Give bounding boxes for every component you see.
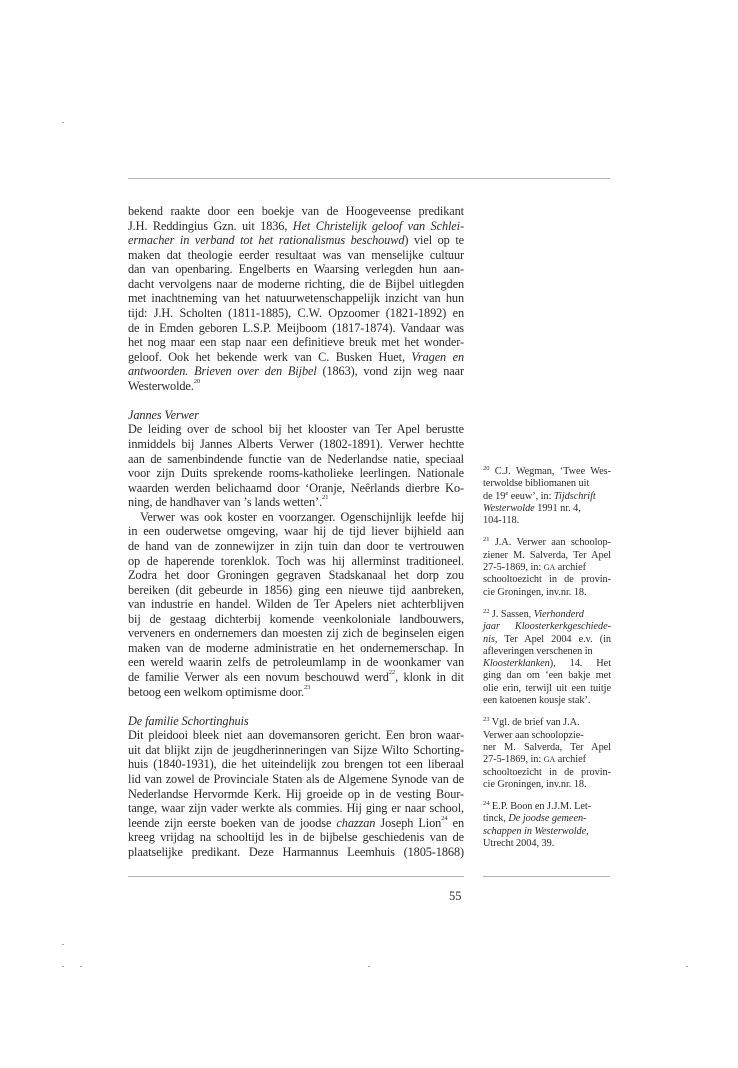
italic-text: Tijdschrift xyxy=(553,490,596,502)
text-run: , klonk in dit xyxy=(395,670,464,684)
text-run: in een ouderwetse omgeving, waar hij de tijd liever bijhield aan xyxy=(128,524,464,539)
text-line xyxy=(128,612,464,627)
text-run: dacht vervolgens naar de moderne richting, die de Bijbel uitlegden xyxy=(128,276,464,291)
text-run: ging dan om ‘een bakje met xyxy=(483,670,611,682)
footnote-reference: 21 xyxy=(322,494,329,502)
text-run: voor zijn Duits sprekende rooms-katholieke leerlingen. Nationale xyxy=(128,466,464,481)
footnote-line xyxy=(483,621,611,633)
text-line xyxy=(128,743,464,758)
text-run: , Ter Apel 2004 e.v. (in xyxy=(494,633,611,645)
footnote-line xyxy=(483,742,611,754)
text-run: Nederlandse Hervormde Kerk. Hij groeide op in de vesting Bour- xyxy=(128,786,464,801)
text-run: waarden werden belichaamd door ‘Oranje, Neêrlands dierbre Ko- xyxy=(128,480,464,495)
text-line xyxy=(128,437,464,452)
footnote-line xyxy=(483,695,611,707)
text-line xyxy=(128,787,464,802)
italic-text: Westerwolde xyxy=(483,502,535,514)
text-line xyxy=(128,845,464,860)
italic-text: De joodse gemeen- xyxy=(508,813,587,825)
footnote-line xyxy=(483,515,611,527)
section-heading xyxy=(128,408,464,423)
text-line xyxy=(128,233,464,248)
text-line xyxy=(128,510,464,525)
small-caps-text: GA xyxy=(543,755,556,765)
text-run: J.A. Verwer aan schoolop- xyxy=(489,537,611,549)
footnote-reference: e xyxy=(505,489,509,497)
footnote-line xyxy=(483,767,611,779)
text-line xyxy=(128,364,464,379)
italic-text: chazzan xyxy=(336,815,376,830)
italic-text: schappen in Westerwolde xyxy=(483,825,587,837)
italic-text: De familie Schortinghuis xyxy=(128,713,249,728)
italic-text: Vragen en xyxy=(411,349,464,364)
crop-mark xyxy=(62,966,64,967)
text-line xyxy=(128,466,464,481)
small-caps-text: GA xyxy=(543,563,556,573)
text-line xyxy=(128,583,464,598)
text-line xyxy=(128,379,464,394)
text-run: 27-5-1869, in: xyxy=(483,754,544,766)
text-line xyxy=(128,219,464,234)
italic-text: nis xyxy=(483,633,495,645)
text-run: de familie Verwer als een novum beschouwd werd xyxy=(128,670,389,684)
text-run: inmiddels bij Jannes Alberts Verwer (1802-1891). Verwer hechtte xyxy=(128,437,464,451)
text-run: de hand van de zonnewijzer in zijn tuin dan door te vertrouwen xyxy=(128,538,464,553)
page-number: 55 xyxy=(449,889,462,903)
italic-text: Vierhonderd xyxy=(533,608,584,620)
text-run: C.J. Wegman, ‘Twee Wes- xyxy=(489,466,611,477)
footnote-line xyxy=(483,658,611,670)
text-line xyxy=(128,321,464,336)
footnote-reference: 24 xyxy=(483,800,490,808)
text-run: tinck, xyxy=(483,813,509,825)
header-rule xyxy=(128,178,610,179)
text-run: cie Groningen, inv.nr. 18. xyxy=(483,586,587,598)
text-run: met inachtneming van het natuurwetenschappelijk inzicht van hun xyxy=(128,291,464,306)
text-run: J. Sassen, xyxy=(489,608,534,620)
text-run: ziener M. Salverda, Ter Apel xyxy=(483,549,611,561)
footnote-line xyxy=(483,574,611,586)
crop-mark xyxy=(368,966,370,967)
text-run: J.H. Reddingius Gzn. uit 1836, xyxy=(128,218,293,233)
text-run: archief xyxy=(555,754,586,766)
crop-mark xyxy=(62,944,64,945)
footnote-reference: 20 xyxy=(483,465,490,472)
text-run: dan van openbaring. Engelberts en Waarsing verlegden hun aan- xyxy=(128,262,464,277)
footnote-reference: 23 xyxy=(483,716,490,724)
footnote-line xyxy=(483,491,611,503)
footnote-reference: 24 xyxy=(441,814,448,822)
footnote-line xyxy=(483,730,611,742)
text-run: aan de samenbindende functie van de Nederlandse natie, speciaal xyxy=(128,451,464,466)
text-line xyxy=(128,801,464,816)
footnote-line xyxy=(483,838,611,850)
footnote-line xyxy=(483,466,611,478)
text-line xyxy=(128,291,464,306)
blank-line xyxy=(483,527,611,537)
text-run: Westerwolde. xyxy=(128,378,194,393)
text-run: eeuw’, in: xyxy=(508,490,554,502)
italic-text: Jannes Verwer xyxy=(128,407,199,422)
footnote-line xyxy=(483,478,611,490)
text-run: 104-118. xyxy=(483,515,520,527)
text-run: 1991 nr. 4, xyxy=(534,502,581,514)
text-line xyxy=(128,685,464,700)
notes-footer-rule xyxy=(483,876,610,877)
text-run: schooltoezicht in de provin- xyxy=(483,766,611,778)
footnote-line xyxy=(483,503,611,515)
text-run: geloof. Ook het bekende werk van C. Busken Huet, xyxy=(128,349,412,364)
text-run: ), 14. Het xyxy=(549,658,611,670)
text-run: leende zijn eerste boeken van de joodse xyxy=(128,815,337,830)
text-run: maken dat theologie eerder resultaat was van menselijke cultuur xyxy=(128,247,464,262)
text-line xyxy=(128,481,464,496)
text-run: lid van zowel de Provinciale Staten als de Algemene Synode van de xyxy=(128,771,464,786)
text-line xyxy=(128,524,464,539)
footnotes-column xyxy=(483,466,611,850)
text-line xyxy=(128,262,464,277)
text-run: archief xyxy=(555,562,586,574)
text-run: Joseph Lion xyxy=(375,815,442,830)
crop-mark xyxy=(80,966,82,967)
text-run: terwoldse bibliomanen uit xyxy=(483,478,590,490)
text-run: het nog maar een stap naar een definitieve breuk met het wonder- xyxy=(128,335,464,350)
text-run: Utrecht 2004, 39. xyxy=(483,838,555,850)
blank-line xyxy=(483,791,611,801)
footnote-reference: 22 xyxy=(388,669,396,676)
crop-mark xyxy=(62,122,64,123)
blank-line xyxy=(128,699,464,714)
text-run: , xyxy=(586,825,589,837)
footnote-line xyxy=(483,683,611,695)
text-run: verveners en ondernemers dan moesten zij zich de beginselen eigen xyxy=(128,626,464,641)
footnote-line xyxy=(483,801,611,813)
text-run: betoog een welkom optimisme door. xyxy=(128,684,305,699)
text-run: maken van de moderne administratie en het ondernemerschap. In xyxy=(128,640,464,655)
footnote-line xyxy=(483,634,611,646)
text-run: een wereld waarin zelfs de petroleumlamp in de woonkamer van xyxy=(128,655,464,670)
text-run: en xyxy=(447,815,464,830)
footnote-line xyxy=(483,562,611,574)
text-line xyxy=(128,539,464,554)
text-line xyxy=(128,452,464,467)
text-run: huis (1840-1931), die het uiteindelijk zou brengen tot een liberaal xyxy=(128,757,464,772)
footnote-line xyxy=(483,646,611,658)
text-line xyxy=(128,248,464,263)
text-line xyxy=(128,350,464,365)
text-run: bekend raakte door een boekje van de Hoogeveense predikant xyxy=(128,204,464,218)
text-line xyxy=(128,204,464,219)
footnote-line xyxy=(483,537,611,549)
text-line xyxy=(128,670,464,685)
text-line xyxy=(128,772,464,787)
text-run: Zodra het door Groningen gegraven Stadskanaal het dorp zou xyxy=(128,568,464,583)
footnote-line xyxy=(483,754,611,766)
italic-text: jaar Kloosterkerkgeschiede- xyxy=(483,621,611,633)
text-run: de in Emden geboren L.S.P. Meijboom (1817-1874). Vandaar was xyxy=(128,320,464,335)
blank-line xyxy=(483,707,611,717)
text-run: schooltoezicht in de provin- xyxy=(483,574,611,586)
italic-text: Het Christelijk geloof van Schlei- xyxy=(292,218,464,233)
section-heading xyxy=(128,714,464,729)
italic-text: ermacher in verband tot het rationalismus beschouwd xyxy=(128,233,405,248)
text-run: bereiken (dit gebeurde in 1856) ging een nieuwe tijd aanbreken, xyxy=(128,582,464,597)
text-run: olie erin, terwijl uit een tuitje xyxy=(483,682,611,694)
text-line xyxy=(128,655,464,670)
footnote-reference: 20 xyxy=(193,377,201,385)
text-line xyxy=(128,554,464,569)
text-run: De leiding over de school bij het klooster van Ter Apel berustte xyxy=(128,422,464,437)
crop-mark xyxy=(686,966,688,967)
text-line xyxy=(128,306,464,321)
text-run: (1863), vond zijn weg naar xyxy=(316,364,464,379)
text-run: ning, de handhaver van ’s lands wetten’. xyxy=(128,495,323,510)
blank-line xyxy=(128,393,464,408)
text-run: E.P. Boon en J.J.M. Let- xyxy=(489,801,592,813)
text-run: kreeg vrijdag na schooltijd les in de bijbelse geschiedenis van de xyxy=(128,830,464,845)
footnote-line xyxy=(483,609,611,621)
text-line xyxy=(128,626,464,641)
text-run: uit dat blijkt zijn de jeugdherinneringen van Sijze Wilto Schorting- xyxy=(128,742,464,757)
footnote-reference: 22 xyxy=(483,607,490,615)
text-run: cie Groningen, inv.nr. 18. xyxy=(483,778,587,790)
text-line xyxy=(128,422,464,437)
footnote-line xyxy=(483,587,611,599)
footnote-line xyxy=(483,670,611,682)
text-run: op de haperende torenklok. Toch was hij allerminst traditioneel. xyxy=(128,553,464,568)
text-line xyxy=(128,728,464,743)
footnote-line xyxy=(483,813,611,825)
text-line xyxy=(128,335,464,350)
text-run: van industrie en handel. Wilden de Ter Apelers niet achterblijven xyxy=(128,597,464,612)
footnote-line xyxy=(483,826,611,838)
text-run: Verwer aan schoolopzie- xyxy=(483,729,584,741)
text-line xyxy=(128,597,464,612)
text-run: tijd: J.H. Scholten (1811-1885), C.W. Opzoomer (1821-1892) en xyxy=(128,305,464,320)
text-run: Verwer was ook koster en voorzanger. Ogenschijnlijk leefde hij xyxy=(140,509,464,524)
text-run: ) viel op te xyxy=(404,233,464,248)
text-run: bij de gestaag dichterbij komende veenkoloniale landbouwers, xyxy=(128,611,464,626)
text-run: de 19 xyxy=(483,490,506,502)
text-line xyxy=(128,568,464,583)
text-run: Dit pleidooi bleek niet aan dovemansoren gericht. Een bron waar- xyxy=(128,728,464,743)
text-run: tange, waar zijn vader werkte als commies. Hij ging er naar school, xyxy=(128,801,464,816)
main-footer-rule xyxy=(128,876,464,877)
italic-text: Kloosterklanken xyxy=(483,658,550,670)
text-line xyxy=(128,495,464,510)
footnote-line xyxy=(483,550,611,562)
footnote-reference: 23 xyxy=(304,683,311,691)
italic-text: antwoorden. Brieven over den Bijbel xyxy=(128,364,317,379)
text-run: Vgl. de brief van J.A. xyxy=(489,717,580,729)
text-run: afleveringen verschenen in xyxy=(483,645,593,657)
text-run: ner M. Salverda, Ter Apel xyxy=(483,741,611,753)
blank-line xyxy=(483,599,611,609)
footnote-line xyxy=(483,779,611,791)
text-line xyxy=(128,641,464,656)
footnote-reference: 21 xyxy=(483,536,490,544)
text-run: een katoenen kousje stak’. xyxy=(483,695,591,707)
text-line xyxy=(128,277,464,292)
footnote-line xyxy=(483,717,611,729)
text-run: 27-5-1869, in: xyxy=(483,562,544,574)
text-run: plaatselijke predikant. Deze Harmannus Leemhuis (1805-1868) xyxy=(128,844,464,859)
text-line xyxy=(128,757,464,772)
text-line xyxy=(128,816,464,831)
text-line xyxy=(128,830,464,845)
main-text-column xyxy=(128,204,464,859)
